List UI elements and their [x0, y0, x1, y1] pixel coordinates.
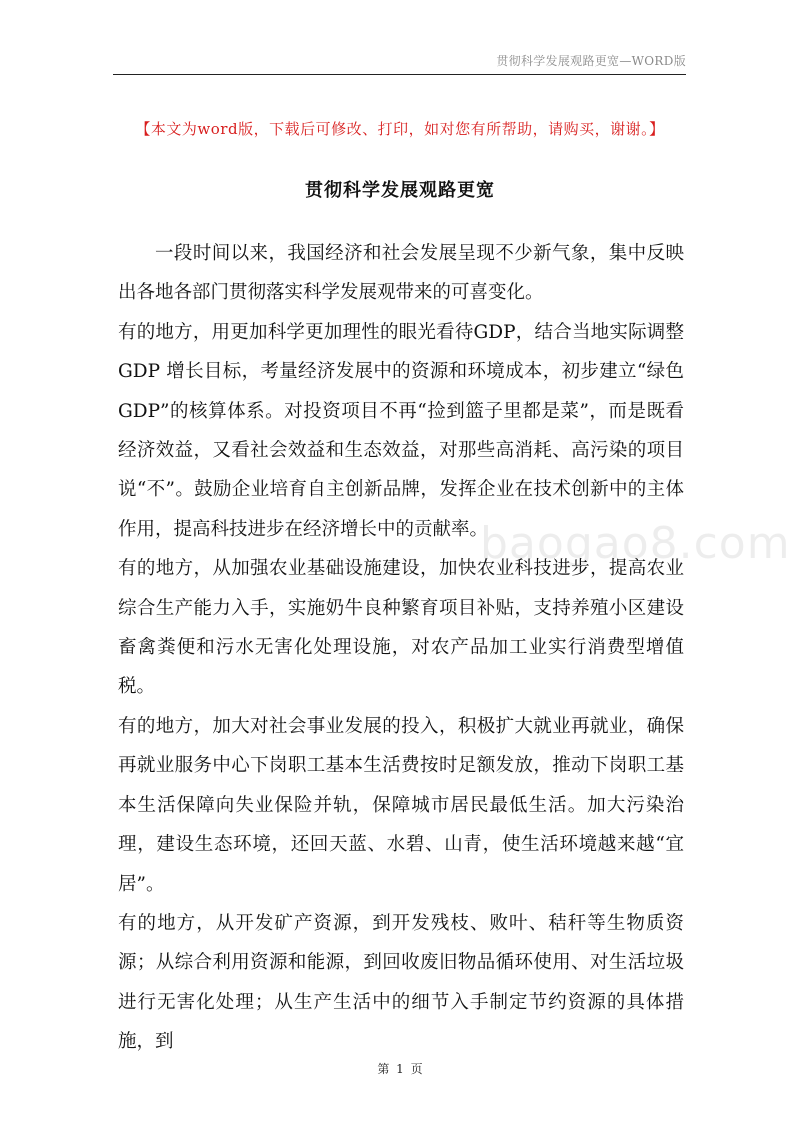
document-title: 贯彻科学发展观路更宽	[305, 180, 495, 201]
watermark: baogao8.com	[480, 518, 791, 569]
paragraph: 一段时间以来，我国经济和社会发展呈现不少新气象，集中反映出各地各部门贯彻落实科学发展观带来的可喜变化。	[118, 243, 684, 304]
header-running-title: 贯彻科学发展观路更宽—WORD版	[496, 54, 686, 68]
document-body	[118, 234, 684, 1062]
header-divider	[113, 74, 686, 75]
page-number: 第 1 页	[377, 1062, 423, 1076]
purchase-notice: 【本文为word版，下载后可修改、打印，如对您有所帮助，请购买，谢谢。】	[135, 120, 665, 138]
paragraph: 有的地方，加大对社会事业发展的投入，积极扩大就业再就业，确保再就业服务中心下岗职工基本生活费按时足额发放，推动下岗职工基本生活保障向失业保险并轨，保障城市居民最低生活。加大污染治理，建设生态环境，还回天蓝、水碧、山青，使生活环境越来越“宜居”。	[118, 715, 684, 895]
paragraph: 有的地方，从加强农业基础设施建设，加快农业科技进步，提高农业综合生产能力入手，实施奶牛良种繁育项目补贴，支持养殖小区建设畜禽粪便和污水无害化处理设施，对农产品加工业实行消费型增值税。	[118, 558, 684, 698]
paragraph: 有的地方，从开发矿产资源，到开发残枝、败叶、秸秆等生物质资源；从综合利用资源和能源，到回收废旧物品循环使用、对生活垃圾进行无害化处理；从生产生活中的细节入手制定节约资源的具体措施，到	[118, 912, 684, 1053]
paragraph: 有的地方，用更加科学更加理性的眼光看待GDP，结合当地实际调整GDP 增长目标，考量经济发展中的资源和环境成本，初步建立“绿色GDP”的核算体系。对投资项目不再“捡到篮子里都是菜”，而是既看经济效益，又看社会效益和生态效益，对那些高消耗、高污染的项目说“不”。鼓励企业培育自主创新品牌，发挥企业在技术创新中的主体作用，提高科技进步在经济增长中的贡献率。	[118, 321, 684, 540]
